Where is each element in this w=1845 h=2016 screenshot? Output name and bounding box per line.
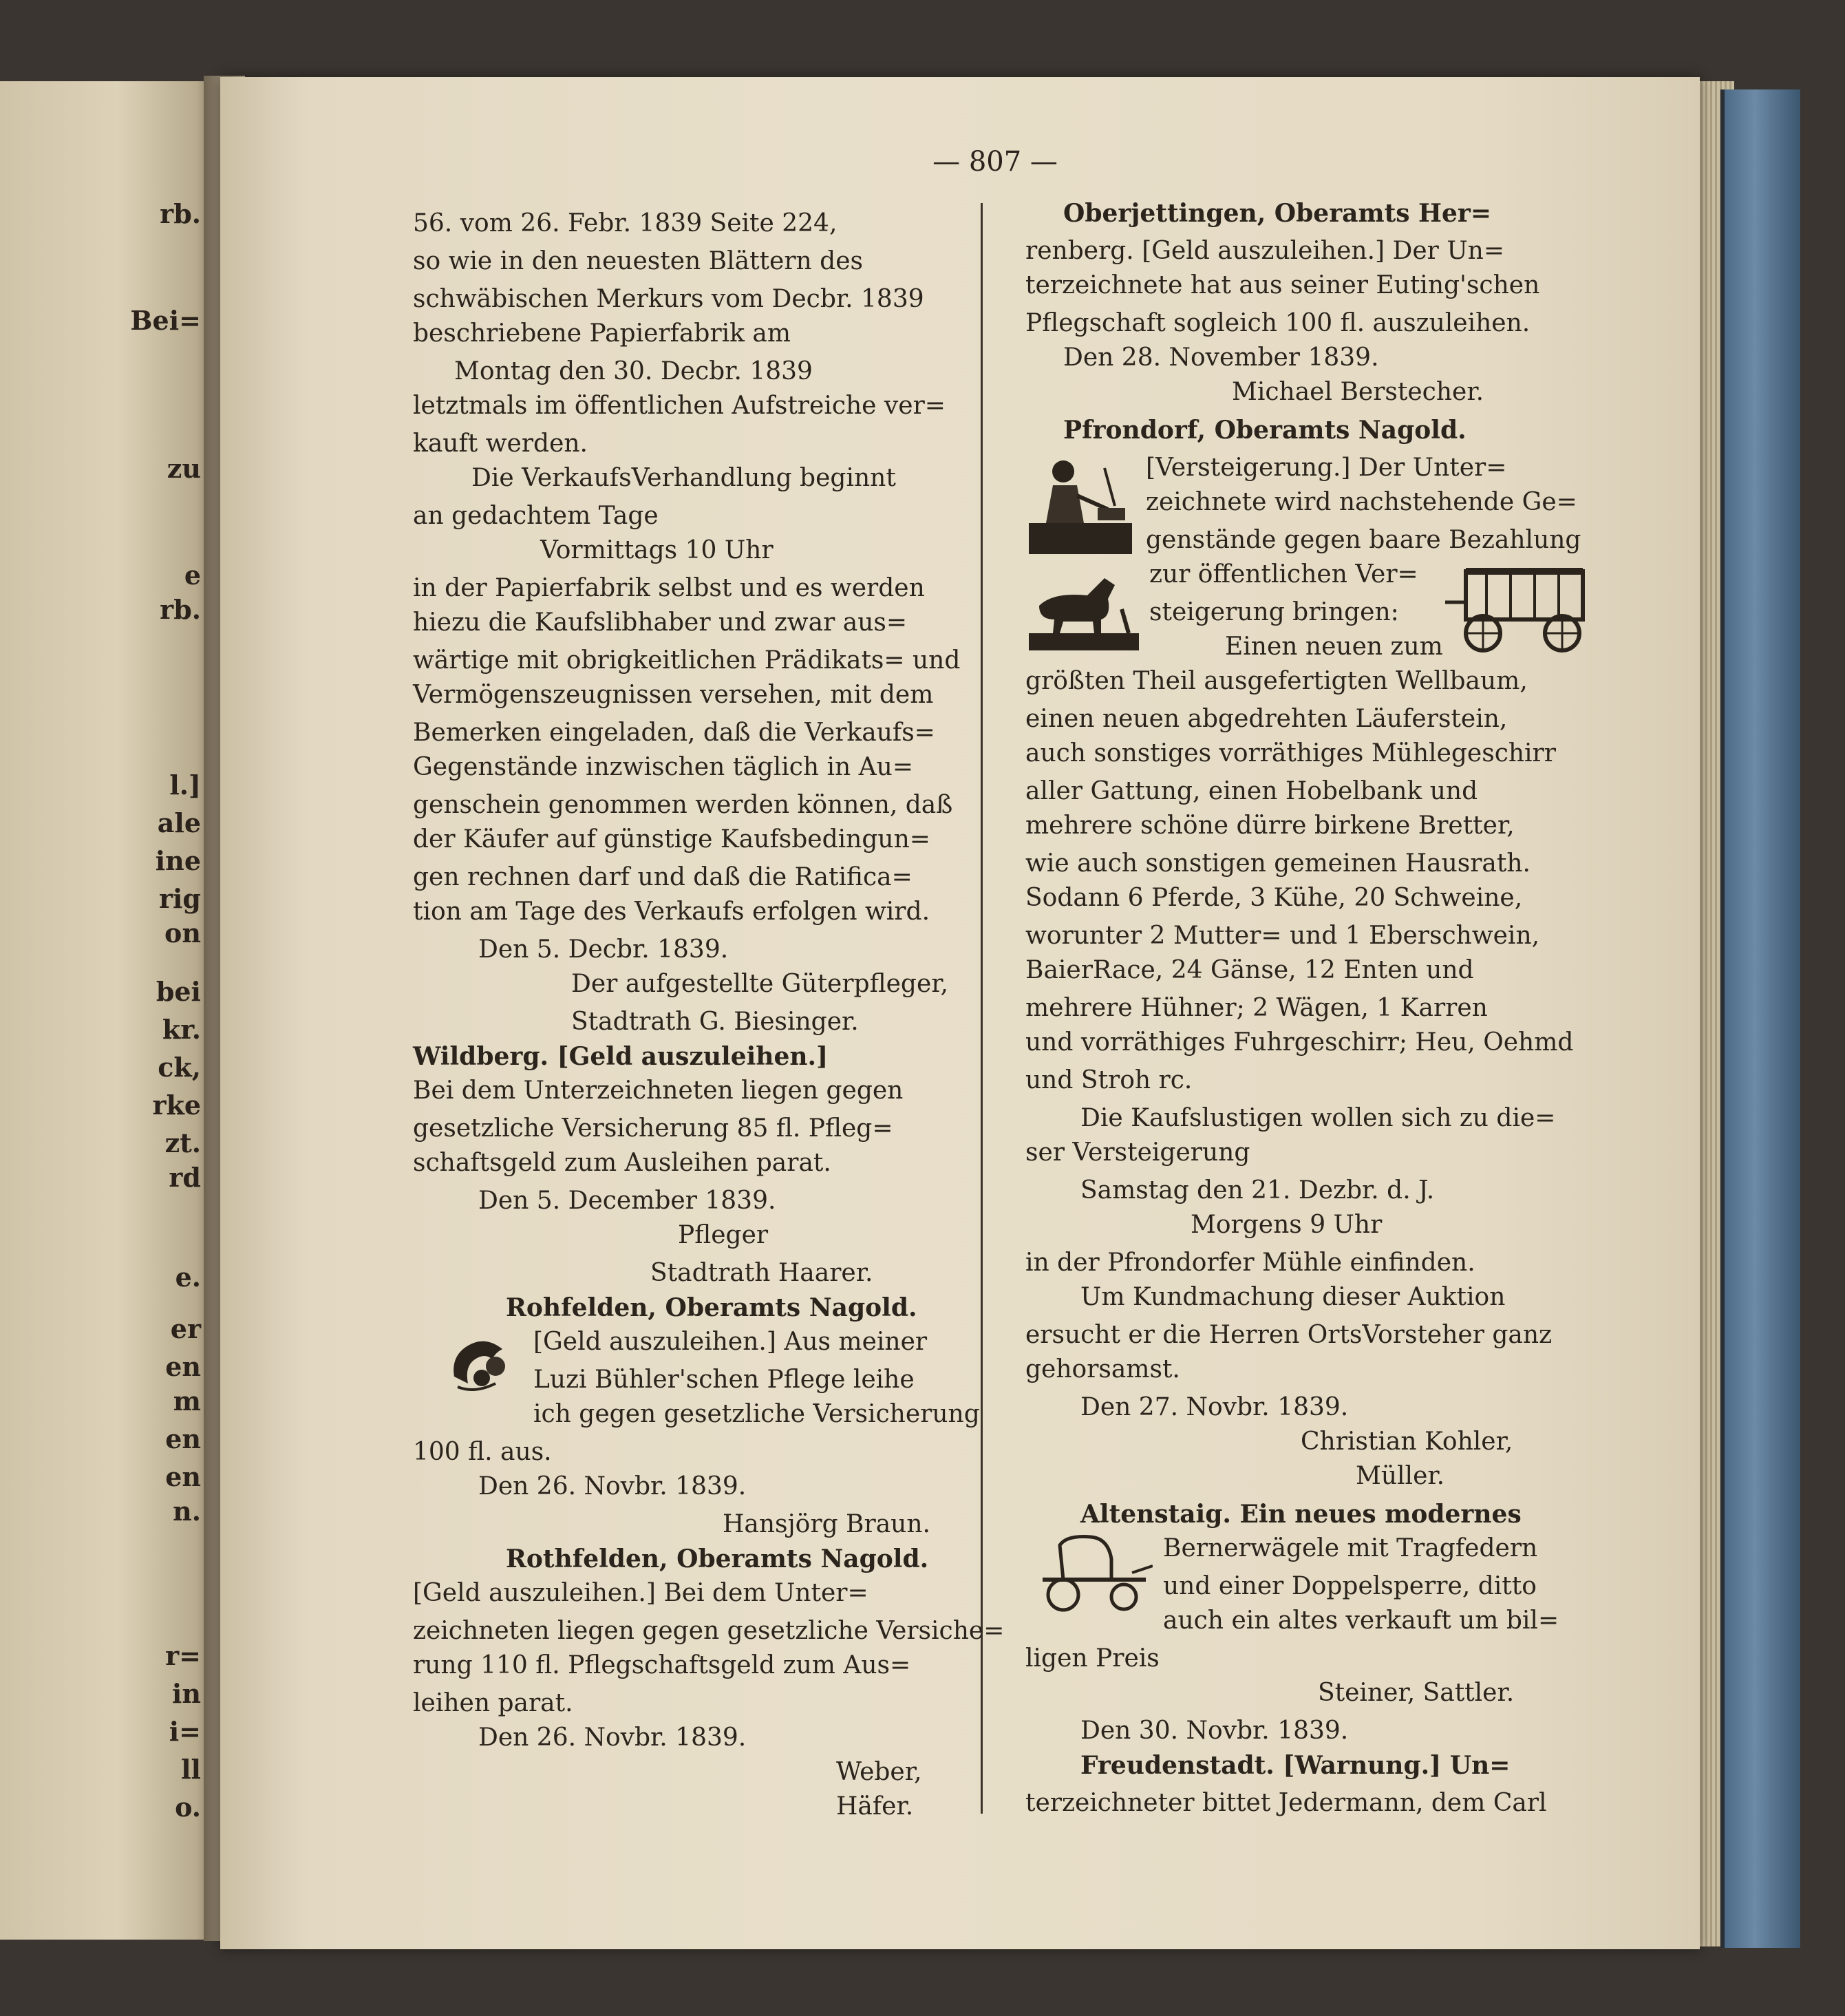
text-line: mehrere Hühner; 2 Wägen, 1 Karren	[1025, 994, 1488, 1022]
left-fragment: e	[184, 560, 201, 591]
text-line: ich gegen gesetzliche Versicherung	[533, 1400, 980, 1428]
text-line: genschein genommen werden können, daß	[413, 791, 953, 819]
text-line: und Stroh rc.	[1025, 1066, 1193, 1094]
ad-heading: Altenstaig. Ein neues modernes	[1080, 1500, 1522, 1529]
left-fragment: on	[164, 917, 201, 948]
text-line: und vorräthiges Fuhrgeschirr; Heu, Oehmd	[1025, 1028, 1574, 1057]
text-line: Samstag den 21. Dezbr. d. J.	[1080, 1176, 1435, 1205]
text-line: der Käufer auf günstige Kaufsbedingun=	[413, 825, 930, 853]
text-line: schwäbischen Merkurs vom Decbr. 1839	[413, 285, 924, 313]
text-line: einen neuen abgedrehten Läuferstein,	[1025, 705, 1508, 733]
text-line: Um Kundmachung dieser Auktion	[1080, 1283, 1506, 1311]
ad-heading: Oberjettingen, Oberamts Her=	[1063, 199, 1492, 228]
text-line: ser Versteigerung	[1025, 1138, 1250, 1167]
left-fragment: rb.	[160, 594, 201, 625]
text-line: Stadtrath Haarer.	[650, 1259, 873, 1287]
text-line: auch sonstiges vorräthiges Mühlegeschirr	[1025, 739, 1556, 767]
left-fragment: en	[165, 1423, 201, 1454]
text-line: mehrere schöne dürre birkene Bretter,	[1025, 811, 1515, 840]
text-line: zur öffentlichen Ver=	[1149, 560, 1418, 588]
text-line: Bemerken eingeladen, daß die Verkaufs=	[413, 719, 935, 747]
cornucopia-vignette	[447, 1328, 516, 1397]
text-line: terzeichnete hat aus seiner Euting'schen	[1025, 271, 1540, 299]
text-line: Christian Kohler,	[1301, 1428, 1513, 1456]
text-line: ersucht er die Herren OrtsVorsteher ganz	[1025, 1321, 1553, 1349]
text-line: BaierRace, 24 Gänse, 12 Enten und	[1025, 956, 1474, 984]
ad-heading: Rothfelden, Oberamts Nagold.	[506, 1545, 929, 1573]
left-fragment: ck,	[158, 1052, 201, 1083]
left-fragment: o.	[175, 1792, 201, 1823]
text-line: Einen neuen zum	[1225, 633, 1443, 661]
text-line: gesetzliche Versicherung 85 fl. Pfleg=	[413, 1114, 893, 1143]
text-line: gehorsamst.	[1025, 1355, 1180, 1383]
text-line: worunter 2 Mutter= und 1 Eberschwein,	[1025, 922, 1540, 950]
text-line: Sodann 6 Pferde, 3 Kühe, 20 Schweine,	[1025, 884, 1523, 912]
left-fragment: zt.	[164, 1127, 201, 1158]
text-line: Vermögenszeugnissen versehen, mit dem	[413, 681, 934, 709]
page-number: — 807 —	[932, 146, 1058, 178]
left-page	[0, 81, 213, 1940]
text-line: Die VerkaufsVerhandlung beginnt	[471, 464, 896, 492]
text-line: terzeichneter bittet Jedermann, dem Carl	[1025, 1789, 1547, 1817]
text-line: [Geld auszuleihen.] Bei dem Unter=	[413, 1579, 868, 1607]
text-line: Pflegschaft sogleich 100 fl. auszuleihen.	[1025, 309, 1531, 337]
text-line: Gegenstände inzwischen täglich in Au=	[413, 753, 914, 781]
text-line: auch ein altes verkauft um bil=	[1163, 1606, 1559, 1635]
left-fragment: rb.	[160, 198, 201, 229]
text-line: Den 26. Novbr. 1839.	[478, 1472, 747, 1500]
left-fragment: bei	[156, 976, 201, 1007]
text-line: Luzi Bühler'schen Pflege leihe	[533, 1366, 915, 1394]
text-line: Der aufgestellte Güterpfleger,	[571, 970, 948, 998]
left-fragment: rig	[158, 883, 201, 914]
text-line: schaftsgeld zum Ausleihen parat.	[413, 1149, 831, 1177]
text-line: Bernerwägele mit Tragfedern	[1163, 1534, 1538, 1562]
text-line: tion am Tage des Verkaufs erfolgen wird.	[413, 898, 930, 926]
left-fragment: rd	[169, 1162, 201, 1193]
ad-heading: Freudenstadt. [Warnung.] Un=	[1080, 1751, 1511, 1780]
text-line: Den 28. November 1839.	[1063, 343, 1379, 372]
text-line: Vormittags 10 Uhr	[540, 536, 774, 564]
text-line: beschriebene Papierfabrik am	[413, 319, 791, 348]
text-line: Pfleger	[678, 1221, 769, 1249]
left-fragment: m	[173, 1386, 201, 1416]
left-fragment: i=	[169, 1716, 201, 1747]
text-line: Den 5. December 1839.	[478, 1187, 776, 1215]
text-line: leihen parat.	[413, 1689, 573, 1717]
text-line: 100 fl. aus.	[413, 1438, 552, 1466]
text-line: größten Theil ausgefertigten Wellbaum,	[1025, 667, 1528, 695]
ad-heading: Pfrondorf, Oberamts Nagold.	[1063, 416, 1467, 445]
text-line: hiezu die Kaufslibhaber und zwar aus=	[413, 608, 908, 637]
ad-heading: Rohfelden, Oberamts Nagold.	[506, 1293, 917, 1322]
text-line: ligen Preis	[1025, 1644, 1160, 1673]
ad-heading: Wildberg. [Geld auszuleihen.]	[413, 1042, 829, 1071]
left-fragment: en	[165, 1351, 201, 1382]
text-line: [Geld auszuleihen.] Aus meiner	[533, 1328, 928, 1356]
text-line: Den 27. Novbr. 1839.	[1080, 1393, 1349, 1421]
text-line: 56. vom 26. Febr. 1839 Seite 224,	[413, 209, 838, 237]
text-line: Müller.	[1356, 1462, 1445, 1490]
column-divider	[981, 203, 983, 1814]
left-fragment: r=	[165, 1640, 201, 1671]
text-line: so wie in den neuesten Blättern des	[413, 247, 863, 275]
papermaker-vignette	[1025, 454, 1135, 558]
text-line: in der Pfrondorfer Mühle einfinden.	[1025, 1249, 1475, 1277]
left-fragment: ale	[157, 807, 201, 838]
text-line: Den 5. Decbr. 1839.	[478, 935, 729, 964]
horse-vignette	[1025, 568, 1142, 654]
text-line: steigerung bringen:	[1149, 598, 1399, 626]
text-line: [Versteigerung.] Der Unter=	[1146, 454, 1507, 482]
text-line: wie auch sonstigen gemeinen Hausrath.	[1025, 849, 1531, 878]
text-line: Steiner, Sattler.	[1318, 1679, 1515, 1707]
left-fragment: ll	[181, 1754, 201, 1785]
book-cover	[1720, 89, 1800, 1948]
text-line: Michael Berstecher.	[1232, 378, 1484, 406]
left-fragment: rke	[152, 1090, 201, 1121]
text-line: Den 26. Novbr. 1839.	[478, 1723, 747, 1752]
text-line: letztmals im öffentlichen Aufstreiche ver=	[413, 392, 946, 420]
left-page-text-fragments	[0, 81, 213, 1940]
text-line: aller Gattung, einen Hobelbank und	[1025, 777, 1478, 805]
text-line: an gedachtem Tage	[413, 502, 659, 530]
carriage-vignette	[1036, 1531, 1153, 1614]
left-fragment: ine	[155, 845, 201, 876]
text-line: kauft werden.	[413, 429, 588, 458]
text-line: und einer Doppelsperre, ditto	[1163, 1572, 1537, 1600]
text-line: rung 110 fl. Pflegschaftsgeld zum Aus=	[413, 1651, 911, 1679]
text-line: renberg. [Geld auszuleihen.] Der Un=	[1025, 237, 1505, 265]
left-fragment: en	[165, 1461, 201, 1492]
left-fragment: kr.	[162, 1014, 201, 1045]
text-line: zeichnete wird nachstehende Ge=	[1146, 488, 1577, 516]
text-line: wärtige mit obrigkeitlichen Prädikats= und	[413, 646, 961, 675]
text-line: Morgens 9 Uhr	[1191, 1211, 1383, 1239]
text-line: Häfer.	[836, 1792, 914, 1821]
text-line: zeichneten liegen gegen gesetzliche Versiche=	[413, 1617, 1005, 1645]
text-line: Die Kaufslustigen wollen sich zu die=	[1080, 1104, 1556, 1132]
left-fragment: e.	[175, 1262, 201, 1293]
left-fragment: n.	[173, 1496, 201, 1527]
text-line: Den 30. Novbr. 1839.	[1080, 1717, 1349, 1745]
text-line: in der Papierfabrik selbst und es werden	[413, 574, 925, 602]
text-line: genstände gegen baare Bezahlung	[1146, 526, 1581, 554]
left-fragment: Bei=	[130, 305, 201, 336]
text-line: Stadtrath G. Biesinger.	[571, 1008, 859, 1036]
text-line: Hansjörg Braun.	[723, 1510, 930, 1538]
wagon-vignette	[1445, 561, 1590, 654]
left-fragment: zu	[167, 453, 201, 484]
text-line: Montag den 30. Decbr. 1839	[454, 357, 813, 385]
left-fragment: in	[171, 1678, 201, 1709]
text-line: Weber,	[836, 1758, 922, 1786]
left-fragment: l.]	[169, 770, 201, 800]
left-fragment: er	[170, 1313, 201, 1344]
text-line: Bei dem Unterzeichneten liegen gegen	[413, 1076, 904, 1105]
text-line: gen rechnen darf und daß die Ratifica=	[413, 863, 913, 891]
